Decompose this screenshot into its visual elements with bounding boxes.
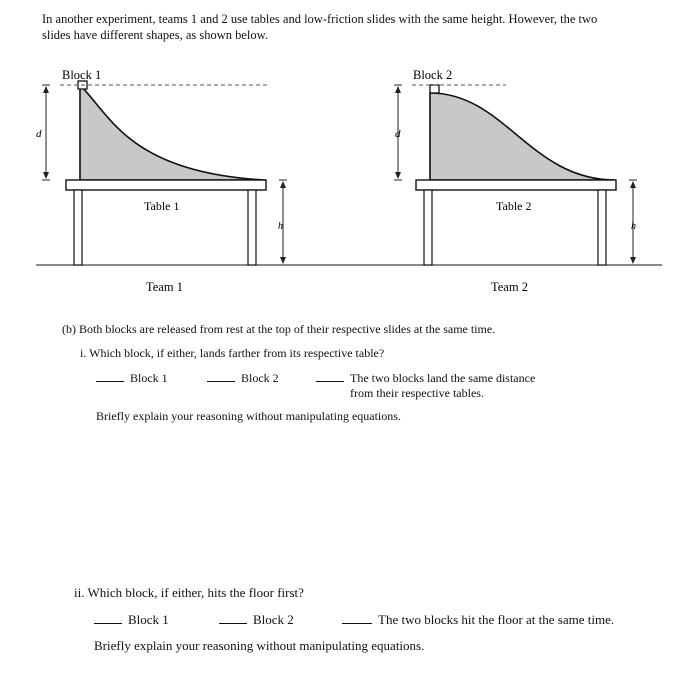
q2-option-same[interactable] bbox=[342, 612, 614, 628]
q1-option-same[interactable] bbox=[316, 371, 535, 386]
q1-blank-1[interactable] bbox=[96, 380, 124, 382]
q1-option-3-line-2: from their respective tables. bbox=[350, 386, 484, 400]
q1-option-3-line-1: The two blocks land the same distance bbox=[350, 371, 536, 385]
q1-explain-prompt: Briefly explain your reasoning without manipulating equations. bbox=[96, 409, 401, 423]
q2-option-2-label: Block 2 bbox=[253, 612, 294, 627]
table-1-leg-right bbox=[248, 190, 256, 265]
intro-line-2: slides have different shapes, as shown below. bbox=[42, 28, 268, 42]
experiment-figure bbox=[0, 55, 700, 310]
q2-option-block-1[interactable] bbox=[94, 612, 169, 628]
table-1-top bbox=[66, 180, 266, 190]
d-label-1: d bbox=[36, 128, 42, 140]
part-b-prompt: (b) Both blocks are released from rest at the top of their respective slides at the same time. bbox=[62, 322, 496, 336]
h-label-2: h bbox=[631, 221, 636, 232]
q2-blank-3[interactable] bbox=[342, 622, 372, 624]
block-1-label: Block 1 bbox=[62, 68, 102, 82]
team-1-label: Team 1 bbox=[146, 280, 183, 294]
d-label-2: d bbox=[395, 128, 401, 140]
q1-question: i. Which block, if either, lands farther from its respective table? bbox=[80, 346, 385, 360]
table-1-label: Table 1 bbox=[144, 199, 180, 213]
q2-blank-2[interactable] bbox=[219, 622, 247, 624]
q2-question: ii. Which block, if either, hits the floor first? bbox=[74, 585, 304, 600]
slide-1 bbox=[80, 85, 265, 180]
table-2-top bbox=[416, 180, 616, 190]
q2-option-block-2[interactable] bbox=[219, 612, 294, 628]
q2-explain-prompt: Briefly explain your reasoning without manipulating equations. bbox=[94, 638, 425, 653]
table-2-leg-left bbox=[424, 190, 432, 265]
table-2-leg-right bbox=[598, 190, 606, 265]
q2-blank-1[interactable] bbox=[94, 622, 122, 624]
table-1-leg-left bbox=[74, 190, 82, 265]
h-label-1: h bbox=[278, 221, 283, 232]
team-2-label: Team 2 bbox=[491, 280, 528, 294]
q1-option-block-1[interactable] bbox=[96, 371, 168, 386]
q1-option-block-2[interactable] bbox=[207, 371, 279, 386]
q1-blank-2[interactable] bbox=[207, 380, 235, 382]
q2-option-1-label: Block 1 bbox=[128, 612, 169, 627]
q1-blank-3[interactable] bbox=[316, 380, 344, 382]
intro-line-1: In another experiment, teams 1 and 2 use tables and low-friction slides with the same height. However, the two bbox=[42, 12, 598, 26]
block-2-label: Block 2 bbox=[413, 68, 453, 82]
table-2-label: Table 2 bbox=[496, 199, 532, 213]
block-2 bbox=[430, 85, 439, 93]
q2-option-3-label: The two blocks hit the floor at the same time. bbox=[378, 612, 615, 627]
figure-svg bbox=[0, 55, 700, 305]
q1-option-2-label: Block 2 bbox=[241, 371, 279, 385]
q1-option-1-label: Block 1 bbox=[130, 371, 168, 385]
slide-2 bbox=[430, 93, 615, 180]
